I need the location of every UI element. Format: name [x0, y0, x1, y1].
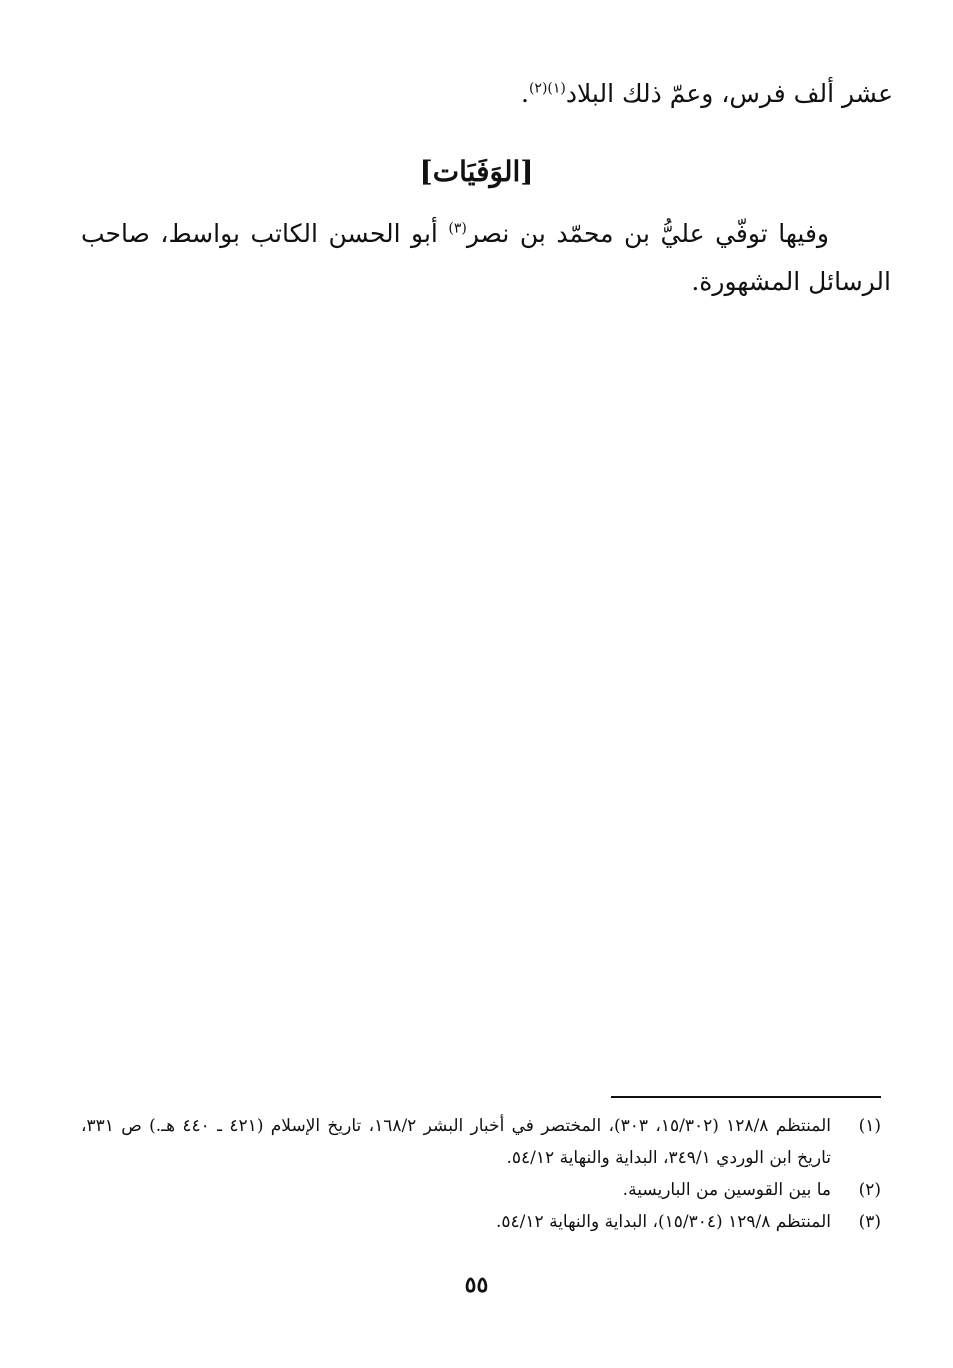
footnote-number: (٣) [858, 1212, 881, 1232]
footnote-text: المنتظم ١٢٩/٨ (١٥/٣٠٤)، البداية والنهاية ٥٤/١٢. [496, 1212, 831, 1232]
footnote-ref-2[interactable]: (٢) [528, 80, 548, 97]
top-line-end: . [520, 79, 529, 108]
footnote-3 [81, 1206, 881, 1238]
footnote-number: (١) [858, 1116, 881, 1136]
footnote-ref-3[interactable]: (٣) [448, 220, 467, 237]
footnote-1 [81, 1110, 881, 1174]
top-line-text: عشر ألف فرس، وعمّ ذلك البلاد [565, 79, 893, 108]
footnote-ref-1[interactable]: (١) [547, 80, 566, 97]
footnote-separator [611, 1096, 881, 1098]
top-text-line [521, 76, 893, 112]
footnote-2 [81, 1174, 881, 1206]
section-heading: [الوَفَيَات] [419, 155, 534, 188]
paragraph-text-end: أبو الحسن الكاتب بواسط، صاحب الرسائل المشهورة. [81, 219, 891, 296]
page-number: ٥٥ [464, 1272, 489, 1298]
paragraph-text-start: وفيها توفّي عليُّ بن محمّد بن نصر [466, 219, 829, 248]
footnote-number: (٢) [858, 1180, 881, 1200]
body-paragraph [81, 210, 891, 306]
footnote-text: المنتظم ١٢٨/٨ (١٥/٣٠٢، ٣٠٣)، المختصر في أخبار البشر ١٦٨/٢، تاريخ الإسلام (٤٢١ ـ ٤٤٠ هـ.) ص ٣٣١، تاريخ ابن الوردي ٣٤٩/١، البداية والنهاية ٥٤/١٢. [81, 1116, 832, 1168]
footnotes [81, 1110, 881, 1238]
footnote-text: ما بين القوسين من الباريسية. [622, 1180, 831, 1200]
